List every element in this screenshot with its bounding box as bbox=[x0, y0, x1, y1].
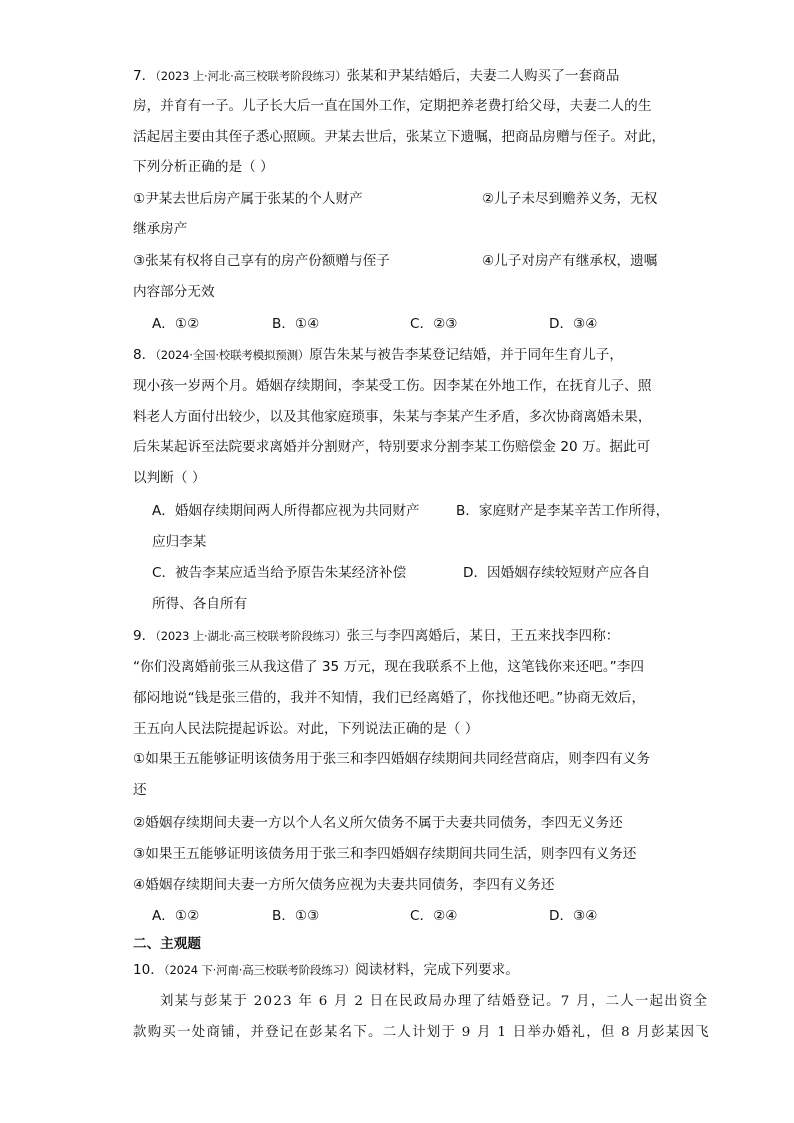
q9-option-a[interactable]: A．①② bbox=[152, 908, 200, 924]
q7-option-c[interactable]: C．②③ bbox=[410, 316, 458, 332]
q7-stem-text: 张某和尹某结婚后，夫妻二人购买了一套商品 bbox=[346, 68, 620, 84]
q10-material-line-2: 款购买一处商铺，并登记在彭某名下。二人计划于 9 月 1 日举办婚礼，但 8 月彭某因飞 bbox=[133, 1025, 710, 1040]
q9-number: 9． bbox=[133, 628, 156, 644]
q8-option-c[interactable]: C．被告李某应适当给予原告朱某经济补偿 bbox=[152, 565, 407, 581]
q10-material-line-1: 刘某与彭某于 2023 年 6 月 2 日在民政局办理了结婚登记。7 月，二人一起出资全 bbox=[160, 994, 709, 1009]
q9-statement-3: ③如果王五能够证明该债务用于张三和李四婚姻存续期间共同生活，则李四有义务还 bbox=[133, 846, 637, 862]
q7-statement-4: ④儿子对房产有继承权，遗嘱 bbox=[482, 253, 658, 269]
q8-option-b-cont: 应归李某 bbox=[152, 534, 207, 550]
q7-option-d[interactable]: D．③④ bbox=[549, 316, 598, 332]
q8-option-a[interactable]: A．婚姻存续期间两人所得都应视为共同财产 bbox=[152, 503, 420, 519]
q10-source: （2024 下·河南·高三校联考阶段练习） bbox=[163, 963, 356, 977]
q7-statement-2: ②儿子未尽到赡养义务，无权 bbox=[482, 191, 658, 207]
q7-stem-line-4: 下列分析正确的是（ ） bbox=[133, 159, 274, 175]
q9-statement-2: ②婚姻存续期间夫妻一方以个人名义所欠债务不属于夫妻共同债务，李四无义务还 bbox=[133, 815, 623, 831]
q7-stem-line-2: 房，并育有一子。儿子长大后一直在国外工作，定期把养老费打给父母，夫妻二人的生 bbox=[133, 98, 652, 114]
q9-option-d[interactable]: D．③④ bbox=[549, 908, 598, 924]
q8-option-d-cont: 所得、各自所有 bbox=[152, 596, 248, 612]
q8-stem-text: 原告朱某与被告李某登记结婚，并于同年生育儿子， bbox=[309, 347, 623, 363]
q9-option-b[interactable]: B．①③ bbox=[272, 908, 320, 924]
q7-statement-4-cont: 内容部分无效 bbox=[133, 284, 215, 300]
q7-source: （2023 上·河北·高三校联考阶段练习） bbox=[155, 69, 347, 83]
q9-stem-line-2: “你们没离婚前张三从我这借了 35 万元，现在我联系不上他，这笔钱你来还吧。”李四 bbox=[133, 659, 645, 675]
q9-option-c[interactable]: C．②④ bbox=[410, 908, 458, 924]
q9-stem-line-4: 王五向人民法院提起诉讼。对此，下列说法正确的是（ ） bbox=[133, 721, 479, 737]
q7-option-a[interactable]: A．①② bbox=[152, 316, 200, 332]
q9-source: （2023 上·湖北·高三校联考阶段练习） bbox=[155, 629, 347, 643]
q10-number: 10． bbox=[133, 962, 164, 978]
q8-stem-line-5: 以判断（ ） bbox=[133, 470, 206, 486]
q9-stem-line-3: 郁闷地说“钱是张三借的，我并不知情，我们已经离婚了，你找他还吧。”协商无效后， bbox=[133, 690, 646, 706]
q7-option-b[interactable]: B．①④ bbox=[272, 316, 320, 332]
section-heading-subjective: 二、主观题 bbox=[133, 936, 201, 952]
q10-stem-text: 阅读材料，完成下列要求。 bbox=[355, 962, 519, 978]
q8-source: （2024·全国·校联考模拟预测） bbox=[155, 348, 310, 362]
q8-stem-line-4: 后朱某起诉至法院要求离婚并分割财产，特别要求分割李某工伤赔偿金 20 万。据此可 bbox=[133, 439, 651, 455]
q9-statement-1-cont: 还 bbox=[133, 782, 147, 798]
q7-stem-line-3: 活起居主要由其侄子悉心照顾。尹某去世后，张某立下遗嘱，把商品房赠与侄子。对此， bbox=[133, 129, 666, 145]
q9-statement-4: ④婚姻存续期间夫妻一方所欠债务应视为夫妻共同债务，李四有义务还 bbox=[133, 877, 555, 893]
q8-number: 8． bbox=[133, 347, 156, 363]
q7-stem-line-1 bbox=[133, 66, 619, 86]
q8-option-b[interactable]: B．家庭财产是李某辛苦工作所得， bbox=[456, 503, 670, 519]
q9-stem-text: 张三与李四离婚后，某日，王五来找李四称： bbox=[346, 628, 620, 644]
q9-stem-line-1 bbox=[133, 626, 619, 646]
q8-stem-line-2: 现小孩一岁两个月。婚姻存续期间，李某受工伤。因李某在外地工作，在抚育儿子、照 bbox=[133, 378, 652, 394]
q7-number: 7． bbox=[133, 68, 156, 84]
q10-stem-line-1 bbox=[133, 960, 519, 980]
q8-option-d[interactable]: D．因婚姻存续较短财产应各自 bbox=[463, 565, 651, 581]
q9-statement-1: ①如果王五能够证明该债务用于张三和李四婚姻存续期间共同经营商店，则李四有义务 bbox=[133, 751, 651, 767]
q8-stem-line-1 bbox=[133, 345, 623, 365]
q8-stem-line-3: 料老人方面付出较少，以及其他家庭琐事，朱某与李某产生矛盾，多次协商离婚未果， bbox=[133, 409, 652, 425]
q7-statement-2-cont: 继承房产 bbox=[133, 221, 188, 237]
q7-statement-3: ③张某有权将自己享有的房产份额赠与侄子 bbox=[133, 253, 390, 269]
q7-statement-1: ①尹某去世后房产属于张某的个人财产 bbox=[133, 191, 363, 207]
